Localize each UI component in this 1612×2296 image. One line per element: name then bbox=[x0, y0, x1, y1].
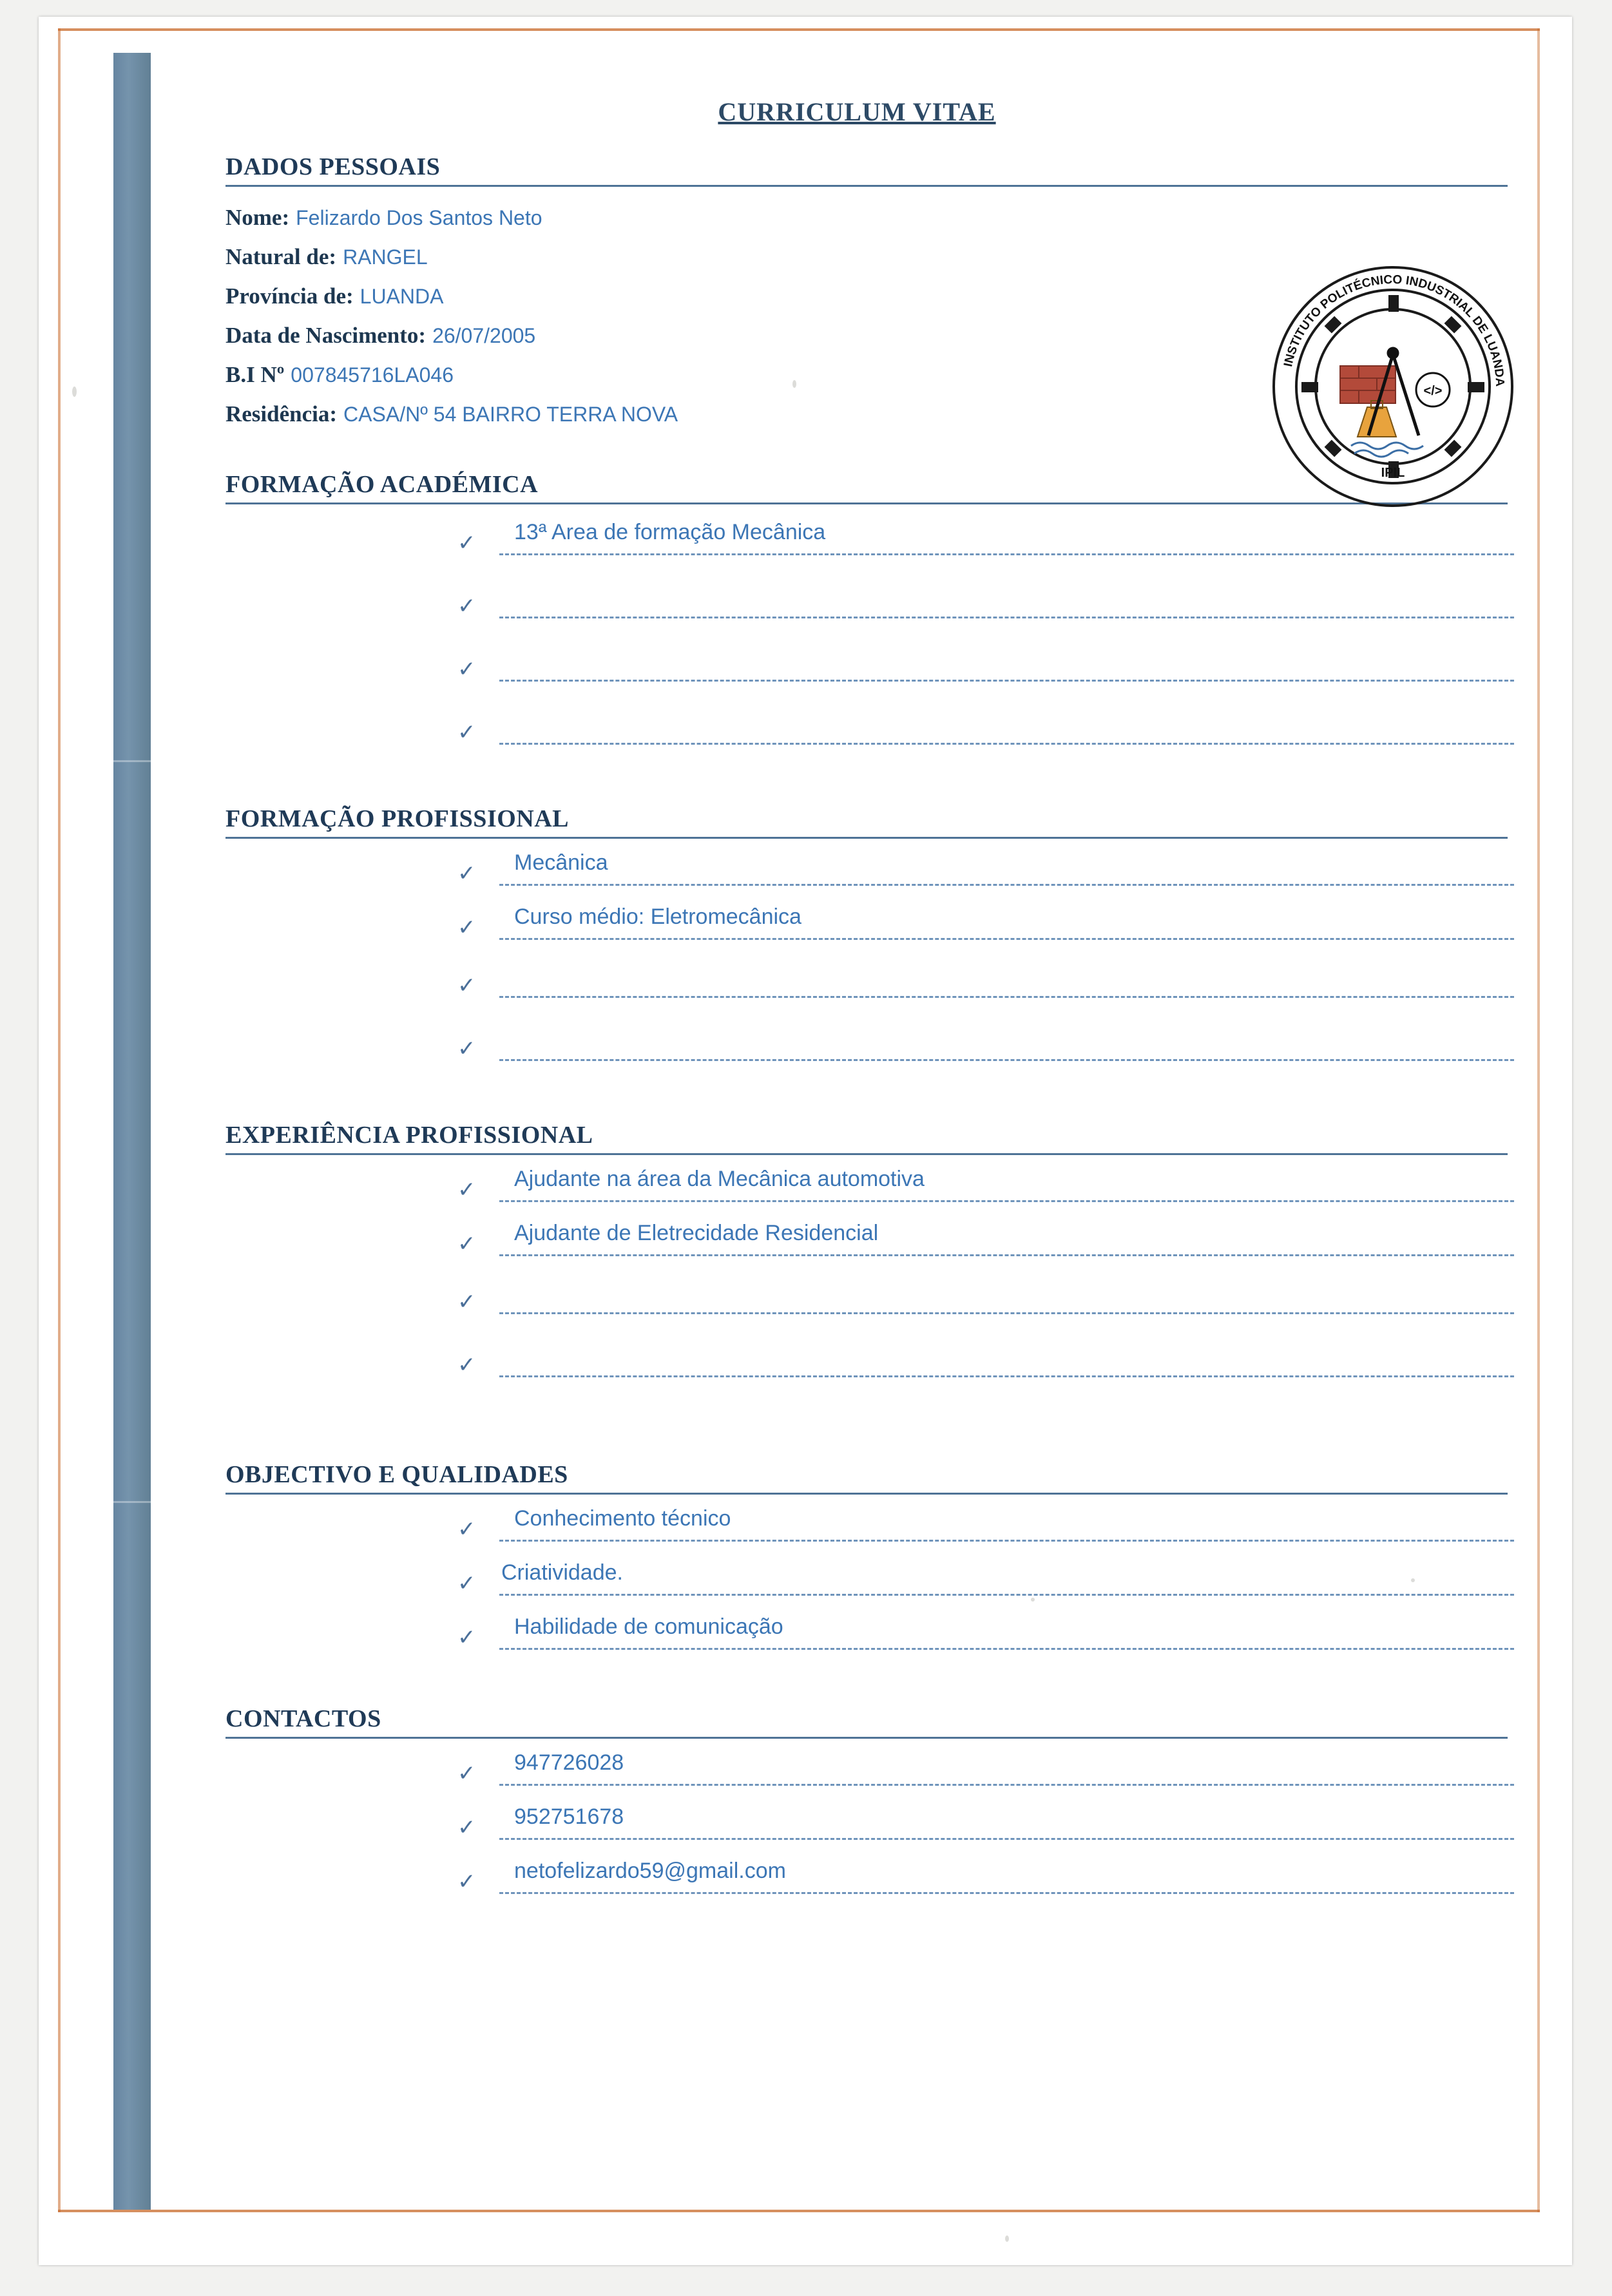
section-heading-contacts: CONTACTOS bbox=[225, 1705, 381, 1732]
list-item-label: 13ª Area de formação Mecânica bbox=[514, 520, 826, 544]
dotted-rule bbox=[499, 680, 1514, 682]
dotted-rule bbox=[499, 1838, 1514, 1840]
list-objectives bbox=[161, 1506, 1514, 1669]
list-contacts bbox=[161, 1750, 1514, 1913]
check-icon: ✓ bbox=[457, 1352, 476, 1378]
check-icon: ✓ bbox=[457, 1516, 476, 1542]
list-item-label: Habilidade de comunicação bbox=[514, 1614, 783, 1639]
dotted-rule bbox=[499, 1648, 1514, 1650]
list-item bbox=[225, 1338, 1514, 1401]
dotted-rule bbox=[499, 1784, 1514, 1786]
binder-strip-seam bbox=[113, 1501, 151, 1503]
list-item bbox=[225, 705, 1514, 769]
list-item-label: Ajudante na área da Mecânica automotiva bbox=[514, 1167, 925, 1191]
list-experience bbox=[161, 1167, 1514, 1401]
dotted-rule bbox=[499, 1254, 1514, 1256]
scan-speck bbox=[72, 387, 77, 397]
dotted-rule bbox=[499, 617, 1514, 618]
list-item bbox=[225, 579, 1514, 642]
list-item bbox=[225, 1167, 1514, 1221]
list-item bbox=[225, 1275, 1514, 1338]
dotted-rule bbox=[499, 1312, 1514, 1314]
list-item-label: Criatividade. bbox=[501, 1560, 623, 1585]
field-value: LUANDA bbox=[360, 285, 444, 308]
section-rule-experience bbox=[225, 1153, 1508, 1155]
check-icon: ✓ bbox=[457, 861, 476, 886]
field-label: Residência: bbox=[225, 401, 338, 426]
list-item bbox=[225, 850, 1514, 904]
list-item-label: Mecânica bbox=[514, 850, 608, 875]
dotted-rule bbox=[499, 553, 1514, 555]
contact-phone-primary: 947726028 bbox=[514, 1750, 624, 1775]
dotted-rule bbox=[499, 1200, 1514, 1202]
check-icon: ✓ bbox=[457, 720, 476, 745]
dotted-rule bbox=[499, 1375, 1514, 1377]
check-icon: ✓ bbox=[457, 1869, 476, 1895]
list-item bbox=[225, 1221, 1514, 1275]
contact-email: netofelizardo59@gmail.com bbox=[514, 1859, 786, 1883]
list-item bbox=[225, 1804, 1514, 1859]
check-icon: ✓ bbox=[457, 593, 476, 619]
page-title: CURRICULUM VITAE bbox=[718, 97, 996, 126]
check-icon: ✓ bbox=[457, 1815, 476, 1841]
svg-text:</>: </> bbox=[1423, 384, 1443, 398]
check-icon: ✓ bbox=[457, 1571, 476, 1596]
list-item-label: Ajudante de Eletrecidade Residencial bbox=[514, 1221, 879, 1245]
section-heading-professional-training: FORMAÇÃO PROFISSIONAL bbox=[225, 805, 570, 832]
section-heading-experience: EXPERIÊNCIA PROFISSIONAL bbox=[225, 1122, 593, 1149]
list-item bbox=[225, 1022, 1514, 1085]
check-icon: ✓ bbox=[457, 973, 476, 999]
list-item bbox=[225, 1859, 1514, 1913]
list-item-label: Conhecimento técnico bbox=[514, 1506, 731, 1531]
list-academic bbox=[161, 516, 1514, 769]
list-item bbox=[225, 904, 1514, 959]
svg-text:INSTITUTO POLITÉCNICO INDUSTRI: INSTITUTO POLITÉCNICO INDUSTRIAL DE LUANDA bbox=[1281, 273, 1507, 387]
field-value: 007845716LA046 bbox=[291, 363, 454, 387]
check-icon: ✓ bbox=[457, 656, 476, 682]
field-value: Felizardo Dos Santos Neto bbox=[296, 206, 542, 229]
list-professional-training bbox=[161, 850, 1514, 1085]
binder-strip bbox=[113, 53, 151, 2210]
page-border-left bbox=[58, 28, 61, 2212]
list-item-label: Curso médio: Eletromecânica bbox=[514, 904, 801, 929]
dotted-rule bbox=[499, 1059, 1514, 1061]
field-label: Data de Nascimento: bbox=[225, 323, 427, 348]
section-rule-objectives bbox=[225, 1493, 1508, 1495]
field-value: CASA/Nº 54 BAIRRO TERRA NOVA bbox=[343, 403, 678, 426]
page-border-bottom bbox=[58, 2210, 1540, 2212]
section-rule-professional-training bbox=[225, 837, 1508, 839]
dotted-rule bbox=[499, 1540, 1514, 1542]
binder-strip-seam bbox=[113, 760, 151, 762]
list-item bbox=[225, 959, 1514, 1022]
list-item bbox=[225, 1560, 1514, 1614]
scan-speck bbox=[1005, 2235, 1009, 2242]
field-value: 26/07/2005 bbox=[432, 324, 536, 347]
field-label: Natural de: bbox=[225, 244, 337, 269]
section-heading-objectives: OBJECTIVO E QUALIDADES bbox=[225, 1461, 568, 1488]
section-heading-personal: DADOS PESSOAIS bbox=[225, 153, 441, 180]
list-item bbox=[225, 642, 1514, 705]
dotted-rule bbox=[499, 1892, 1514, 1894]
check-icon: ✓ bbox=[457, 1036, 476, 1062]
check-icon: ✓ bbox=[457, 1625, 476, 1650]
svg-text:IPIL: IPIL bbox=[1381, 466, 1405, 480]
list-item bbox=[225, 1750, 1514, 1804]
page-border-top bbox=[58, 28, 1540, 31]
field-label: Nome: bbox=[225, 205, 290, 230]
dotted-rule bbox=[499, 996, 1514, 998]
check-icon: ✓ bbox=[457, 1761, 476, 1786]
check-icon: ✓ bbox=[457, 1289, 476, 1315]
check-icon: ✓ bbox=[457, 1177, 476, 1203]
ipil-seal bbox=[1264, 258, 1522, 515]
dotted-rule bbox=[499, 884, 1514, 886]
list-item bbox=[225, 1506, 1514, 1560]
dotted-rule bbox=[499, 743, 1514, 745]
dotted-rule bbox=[499, 1594, 1514, 1596]
list-item bbox=[225, 516, 1514, 579]
list-item bbox=[225, 1614, 1514, 1669]
section-rule-contacts bbox=[225, 1737, 1508, 1739]
contact-phone-secondary: 952751678 bbox=[514, 1804, 624, 1829]
check-icon: ✓ bbox=[457, 915, 476, 941]
check-icon: ✓ bbox=[457, 530, 476, 556]
section-rule-personal bbox=[225, 185, 1508, 187]
page-border-right bbox=[1537, 28, 1540, 2212]
field-nome bbox=[225, 198, 1514, 238]
field-value: RANGEL bbox=[343, 245, 428, 269]
check-icon: ✓ bbox=[457, 1231, 476, 1257]
field-label: Província de: bbox=[225, 283, 354, 309]
field-label: B.I Nº bbox=[225, 362, 285, 387]
section-heading-academic: FORMAÇÃO ACADÉMICA bbox=[225, 471, 539, 498]
dotted-rule bbox=[499, 938, 1514, 940]
